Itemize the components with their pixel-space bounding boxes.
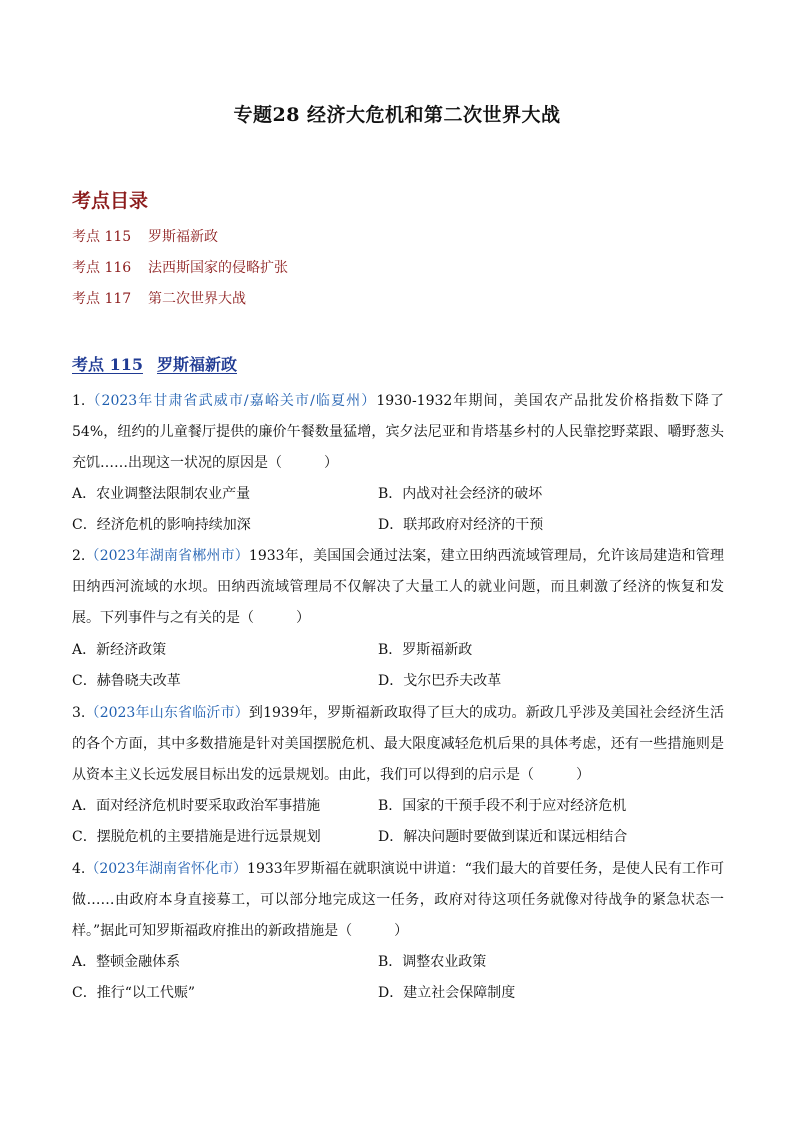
option-d[interactable]: D．解决问题时要做到谋近和谋远相结合 (378, 829, 628, 845)
question-2 (72, 541, 724, 634)
section-label: 罗斯福新政 (156, 355, 237, 374)
question-source: （2023年山东省临沂市） (85, 705, 249, 721)
option-c[interactable]: C．推行“以工代赈” (72, 985, 196, 1001)
option-b[interactable]: B．罗斯福新政 (378, 642, 473, 658)
toc-item-label: 第二次世界大战 (148, 291, 246, 307)
toc-item[interactable] (72, 288, 246, 308)
question-stem: 1933年，美国国会通过法案，建立田纳西流域管理局，允许该局建造和管理田纳西河流域的水坝。田纳西流域管理局不仅解决了大量工人的就业问题，而且刺激了经济的恢复和发展。下列事件与之有关的是（ ） (72, 548, 724, 626)
question-stem: 1933年罗斯福在就职演说中讲道：“我们最大的首要任务，是使人民有工作可做……由政府本身直接募工，可以部分地完成这一任务，政府对待这项任务就像对待战争的紧急状态一样。”据此可知罗斯福政府推出的新政措施是（ ） (72, 861, 724, 939)
toc-item-number: 考点 116 (72, 260, 132, 276)
toc-item-number: 考点 115 (72, 229, 132, 245)
section-heading (72, 352, 237, 375)
question-4-options (72, 947, 724, 1009)
option-a[interactable]: A．面对经济危机时要采取政治军事措施 (72, 798, 321, 814)
question-stem: 1930-1932年期间，美国农产品批发价格指数下降了54%，纽约的儿童餐厅提供的廉价午餐数量猛增，宾夕法尼亚和肯塔基乡村的人民靠挖野菜跟、嚼野葱头充饥……出现这一状况的原因是（ ） (72, 393, 724, 471)
question-2-options (72, 635, 724, 697)
question-3-options (72, 791, 724, 853)
question-1-options (72, 479, 724, 541)
option-c[interactable]: C．赫鲁晓夫改革 (72, 673, 181, 689)
document-title: 专题28 经济大危机和第二次世界大战 (233, 104, 561, 126)
question-stem: 到1939年，罗斯福新政取得了巨大的成功。新政几乎涉及美国社会经济生活的各个方面，其中多数措施是针对美国摆脱危机、最大限度减轻危机后果的具体考虑，还有一些措施则是从资本主义长远发展目标出发的远景规划。由此，我们可以得到的启示是（ ） (72, 705, 724, 783)
question-number: 2. (72, 548, 86, 564)
option-c[interactable]: C．摆脱危机的主要措施是进行远景规划 (72, 829, 321, 845)
toc-item-label: 罗斯福新政 (148, 229, 218, 245)
toc-item[interactable] (72, 226, 218, 246)
option-b[interactable]: B．调整农业政策 (378, 954, 487, 970)
question-number: 1. (72, 393, 86, 409)
question-1 (72, 386, 724, 479)
question-number: 3. (72, 705, 86, 721)
option-a[interactable]: A．新经济政策 (72, 642, 167, 658)
option-b[interactable]: B．内战对社会经济的破坏 (378, 486, 543, 502)
option-d[interactable]: D．联邦政府对经济的干预 (378, 517, 544, 533)
toc-item[interactable] (72, 257, 288, 277)
option-d[interactable]: D．戈尔巴乔夫改革 (378, 673, 502, 689)
question-source: （2023年甘肃省武威市/嘉峪关市/临夏州） (85, 393, 377, 409)
section-number: 考点 115 (72, 355, 143, 374)
question-4 (72, 854, 724, 947)
option-a[interactable]: A．整顿金融体系 (72, 954, 181, 970)
toc-item-number: 考点 117 (72, 291, 132, 307)
option-a[interactable]: A．农业调整法限制农业产量 (72, 486, 251, 502)
option-b[interactable]: B．国家的干预手段不利于应对经济危机 (378, 798, 627, 814)
option-d[interactable]: D．建立社会保障制度 (378, 985, 516, 1001)
question-source: （2023年湖南省怀化市） (85, 861, 248, 877)
option-c[interactable]: C．经济危机的影响持续加深 (72, 517, 251, 533)
toc-heading: 考点目录 (72, 190, 149, 212)
question-3 (72, 698, 724, 791)
toc-item-label: 法西斯国家的侵略扩张 (148, 260, 288, 276)
question-source: （2023年湖南省郴州市） (85, 548, 249, 564)
question-number: 4. (72, 861, 86, 877)
